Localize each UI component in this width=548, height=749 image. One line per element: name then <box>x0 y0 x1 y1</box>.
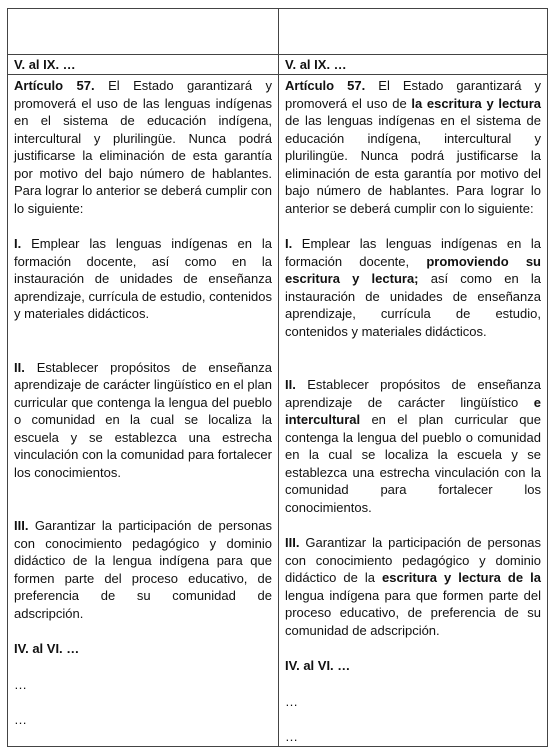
item-bold-text: escritura y lectura de la <box>382 570 541 585</box>
item-number: I. <box>285 236 293 251</box>
header-cell-left <box>8 55 279 75</box>
header-text-left: V. al IX. … <box>14 57 76 72</box>
left-item-1 <box>14 235 272 323</box>
blank-cell-left <box>8 9 279 55</box>
right-ellipsis-2: … <box>285 729 298 744</box>
item-number: II. <box>285 377 296 392</box>
left-ellipsis-1: … <box>14 676 27 692</box>
left-item-2 <box>14 359 272 482</box>
item-number: I. <box>14 236 22 251</box>
left-column <box>8 75 279 747</box>
item-text: Garantizar la participación de personas con conocimiento pedagógico y dominio didáctico de la lengua indígena para que formen parte del proceso educativo, de preferencia de su comunidad de adscripción. <box>14 518 272 621</box>
article-label: Artículo 57. <box>14 78 95 93</box>
article-text: El Estado garantizará y promoverá el uso de las lenguas indígenas en el sistema de educación indígena, intercultural y plurilingüe. Nunca podrá justificarse la eliminación de esta garantía por motivo del bajo número de hablantes. Para lograr lo anterior se deberá cumplir con lo siguiente: <box>14 78 272 216</box>
item-text: lengua indígena para que formen parte del proceso educativo, de preferencia de su comunidad de adscripción. <box>285 587 541 638</box>
item-number: III. <box>285 535 300 550</box>
right-item-3 <box>285 534 541 639</box>
left-article-57 <box>14 77 272 217</box>
article-bold-text: la escritura y lectura <box>411 95 541 111</box>
item-number: III. <box>14 518 29 533</box>
item-text: Establecer propósitos de enseñanza aprendizaje de carácter lingüístico <box>285 377 541 410</box>
article-label: Artículo 57. <box>285 78 366 93</box>
item-text: Establecer propósitos de enseñanza aprendizaje de carácter lingüístico en el plan curricular que contenga la lengua del pueblo o comunidad en la cual se localiza la escuela y se establezca una estrecha vinculación con la comunidad para fortalecer los conocimientos. <box>14 359 272 480</box>
comparison-table <box>7 8 548 747</box>
right-column <box>279 75 548 747</box>
item-bold-text: promoviendo su escritura y lectura; <box>285 253 541 286</box>
right-item-2 <box>285 376 541 516</box>
article-text: El Estado garantizará y promoverá el uso de <box>285 78 541 111</box>
item-number: II. <box>14 359 25 375</box>
right-item-1 <box>285 235 541 340</box>
content-row <box>8 75 548 747</box>
left-ellipsis-2: … <box>14 712 27 727</box>
header-cell-right <box>279 55 548 75</box>
item-range: IV. al VI. … <box>14 641 80 656</box>
right-article-57 <box>285 77 541 217</box>
item-text: así como en la instauración de unidades de enseñanza aprendizaje, currícula de estudio, contenidos y materiales didácticos. <box>285 271 542 339</box>
right-ellipsis-1: … <box>285 693 298 709</box>
item-text: Emplear las lenguas indígenas en la formación docente, <box>285 236 541 269</box>
right-item-4 <box>285 657 541 675</box>
article-text: de las lenguas indígenas en el sistema de educación indígena, intercultural y plurilingüe. Nunca podrá justificarse la eliminación de esta garantía por motivo del bajo número de hablantes. Para lograr lo anterior se deberá cumplir con lo siguiente: <box>285 113 541 216</box>
blank-row <box>8 9 548 55</box>
left-item-4 <box>14 640 272 658</box>
item-text: en el plan curricular que contenga la lengua del pueblo o comunidad en la cual se localiza la escuela y se establezca una estrecha vinculación con la comunidad para fortalecer los conocimientos. <box>285 412 541 515</box>
item-range: IV. al VI. … <box>285 658 351 673</box>
item-text: Garantizar la participación de personas con conocimiento pedagógico y dominio didáctico de la <box>285 535 541 585</box>
item-text: Emplear las lenguas indígenas en la formación docente, así como en la instauración de unidades de enseñanza aprendizaje, currícula de estudio, contenidos y materiales didácticos. <box>14 236 272 321</box>
blank-cell-right <box>279 9 548 55</box>
item-bold-text: e intercultural <box>285 394 541 427</box>
header-text-right: V. al IX. … <box>285 57 347 72</box>
header-row <box>8 55 548 75</box>
left-item-3 <box>14 517 272 622</box>
